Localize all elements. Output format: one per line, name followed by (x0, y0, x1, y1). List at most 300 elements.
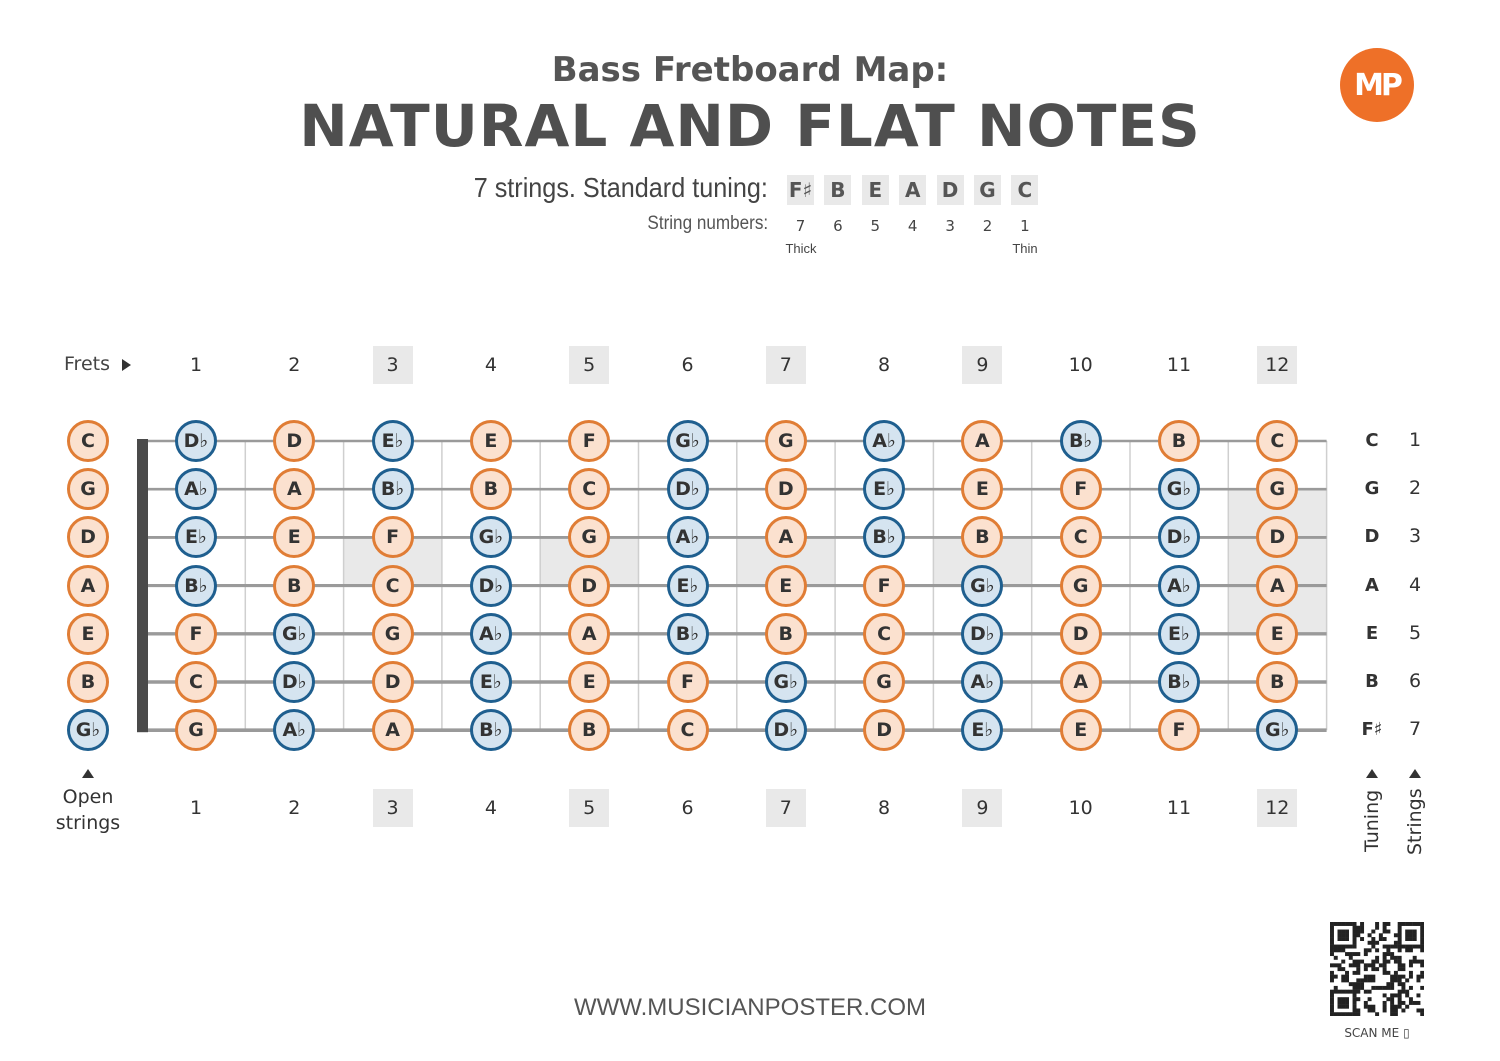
tuning-note-1: F♯ (787, 175, 814, 205)
note-string-1-fret-10: B♭ (1060, 420, 1102, 462)
qr-module-93 (1413, 945, 1417, 949)
qr-module-130 (1375, 960, 1379, 964)
qr-module-55 (1330, 937, 1334, 941)
open-strings-label-line2: strings (55, 812, 121, 834)
qr-module-53 (1413, 933, 1417, 937)
note-string-2-fret-9: E (961, 468, 1003, 510)
note-string-1-fret-3: E♭ (372, 420, 414, 462)
note-string-7-fret-7: D♭ (765, 709, 807, 751)
qr-module-117 (1334, 956, 1338, 960)
note-string-2-fret-1: A♭ (175, 468, 217, 510)
note-string-4-fret-12: A (1256, 565, 1298, 607)
qr-module-75 (1398, 941, 1402, 945)
qr-module-239 (1405, 993, 1409, 997)
qr-module-296 (1356, 1012, 1360, 1016)
qr-module-11 (1398, 922, 1402, 926)
qr-module-267 (1341, 1005, 1345, 1009)
qr-module-262 (1409, 1001, 1413, 1005)
qr-module-52 (1409, 933, 1413, 937)
note-string-5-fret-9: D♭ (961, 613, 1003, 655)
qr-module-234 (1353, 993, 1357, 997)
tuning-label-string-6: B (1365, 671, 1379, 692)
qr-module-214 (1383, 986, 1387, 990)
note-string-6-fret-2: D♭ (273, 661, 315, 703)
qr-module-287 (1416, 1008, 1420, 1012)
string-number-1: 7 (795, 217, 806, 235)
qr-module-225 (1349, 990, 1353, 994)
tuning-note-7: C (1011, 175, 1038, 205)
footer-url[interactable]: WWW.MUSICIANPOSTER.COM (574, 994, 926, 1021)
qr-module-208 (1353, 986, 1357, 990)
qr-module-2 (1338, 922, 1342, 926)
qr-module-273 (1383, 1005, 1387, 1009)
qr-module-31 (1356, 930, 1360, 934)
qr-module-165 (1353, 971, 1357, 975)
fret-number-6: 6 (681, 797, 694, 819)
qr-module-236 (1390, 993, 1394, 997)
qr-module-146 (1368, 963, 1372, 967)
qr-module-220 (1330, 990, 1334, 994)
note-string-4-fret-6: E♭ (667, 565, 709, 607)
qr-module-167 (1383, 971, 1387, 975)
open-strings-arrow-icon (82, 769, 94, 778)
tuning-arrow-icon (1366, 769, 1378, 778)
qr-module-168 (1386, 971, 1390, 975)
qr-module-59 (1353, 937, 1357, 941)
fret-number-9: 9 (962, 346, 1002, 384)
qr-module-235 (1383, 993, 1387, 997)
qr-module-198 (1416, 978, 1420, 982)
qr-module-203 (1386, 982, 1390, 986)
qr-module-300 (1420, 1012, 1424, 1016)
qr-module-169 (1394, 971, 1398, 975)
qr-module-37 (1405, 930, 1409, 934)
string-number-4: 4 (907, 217, 918, 235)
qr-module-155 (1341, 967, 1345, 971)
qr-module-137 (1416, 960, 1420, 964)
qr-module-22 (1375, 926, 1379, 930)
qr-module-44 (1345, 933, 1349, 937)
fret-number-5: 5 (569, 346, 609, 384)
qr-module-221 (1334, 990, 1338, 994)
qr-module-138 (1420, 960, 1424, 964)
qr-module-15 (1413, 922, 1417, 926)
note-string-7-fret-4: B♭ (470, 709, 512, 751)
qr-module-81 (1345, 945, 1349, 949)
qr-module-282 (1371, 1008, 1375, 1012)
string-number-7: 1 (1020, 217, 1030, 235)
qr-module-57 (1341, 937, 1345, 941)
qr-module-96 (1330, 948, 1334, 952)
qr-module-270 (1364, 1005, 1368, 1009)
string-numbers-label: String numbers: (647, 213, 768, 234)
note-string-3-fret-10: C (1060, 516, 1102, 558)
qr-module-204 (1390, 982, 1394, 986)
note-string-4-fret-10: G (1060, 565, 1102, 607)
qr-module-149 (1383, 963, 1387, 967)
qr-module-269 (1353, 1005, 1357, 1009)
qr-module-162 (1401, 967, 1405, 971)
note-string-6-fret-8: G (863, 661, 905, 703)
tuning-label-string-2: G (1364, 478, 1380, 500)
qr-module-292 (1341, 1012, 1345, 1016)
qr-module-147 (1371, 963, 1375, 967)
qr-module-206 (1401, 982, 1405, 986)
note-string-6-fret-3: D (372, 661, 414, 703)
qr-module-45 (1353, 933, 1357, 937)
qr-module-111 (1353, 952, 1357, 956)
note-string-7-fret-8: D (863, 709, 905, 751)
qr-module-240 (1416, 993, 1420, 997)
subtitle: Bass Fretboard Map: (551, 50, 949, 90)
qr-module-92 (1409, 945, 1413, 949)
qr-module-72 (1371, 941, 1375, 945)
open-note-string-2: G (67, 468, 109, 510)
qr-module-268 (1345, 1005, 1349, 1009)
qr-module-186 (1330, 978, 1334, 982)
qr-module-66 (1409, 937, 1413, 941)
note-string-2-fret-12: G (1256, 468, 1298, 510)
fret-number-12: 12 (1257, 789, 1297, 827)
qr-module-9 (1383, 922, 1387, 926)
note-string-5-fret-7: B (765, 613, 807, 655)
qr-module-196 (1398, 978, 1402, 982)
qr-module-71 (1368, 941, 1372, 945)
qr-module-148 (1379, 963, 1383, 967)
qr-module-193 (1371, 978, 1375, 982)
note-string-7-fret-1: G (175, 709, 217, 751)
qr-module-297 (1375, 1012, 1379, 1016)
phone-icon: ▯ (1403, 1026, 1410, 1040)
qr-module-261 (1401, 1001, 1405, 1005)
qr-module-51 (1405, 933, 1409, 937)
note-string-7-fret-11: F (1158, 709, 1200, 751)
fret-number-11: 11 (1166, 797, 1192, 819)
qr-module-223 (1341, 990, 1345, 994)
qr-module-8 (1375, 922, 1379, 926)
note-string-4-fret-9: G♭ (961, 565, 1003, 607)
open-note-string-1: C (67, 420, 109, 462)
qr-module-194 (1390, 978, 1394, 982)
qr-module-41 (1330, 933, 1334, 937)
note-string-3-fret-4: G♭ (470, 516, 512, 558)
strings-axis-label: Strings (1404, 788, 1426, 855)
qr-module-56 (1338, 937, 1342, 941)
qr-module-4 (1345, 922, 1349, 926)
qr-module-42 (1338, 933, 1342, 937)
fret-number-4: 4 (484, 354, 497, 376)
qr-module-7 (1360, 922, 1364, 926)
note-string-7-fret-3: A (372, 709, 414, 751)
tuning-label-string-7: F♯ (1361, 719, 1383, 741)
qr-module-299 (1394, 1012, 1398, 1016)
qr-module-38 (1409, 930, 1413, 934)
fret-number-7: 7 (766, 346, 806, 384)
qr-module-121 (1390, 956, 1394, 960)
qr-module-188 (1345, 978, 1349, 982)
qr-module-295 (1353, 1012, 1357, 1016)
note-string-2-fret-8: E♭ (863, 468, 905, 510)
qr-module-32 (1360, 930, 1364, 934)
qr-module-115 (1386, 952, 1390, 956)
note-string-6-fret-10: A (1060, 661, 1102, 703)
qr-module-5 (1349, 922, 1353, 926)
qr-module-69 (1330, 941, 1334, 945)
qr-module-127 (1356, 960, 1360, 964)
note-string-2-fret-5: C (568, 468, 610, 510)
note-string-5-fret-12: E (1256, 613, 1298, 655)
qr-module-213 (1379, 986, 1383, 990)
strings-arrow-icon (1409, 769, 1421, 778)
qr-module-80 (1341, 945, 1345, 949)
qr-module-285 (1394, 1008, 1398, 1012)
qr-module-91 (1405, 945, 1409, 949)
qr-module-156 (1356, 967, 1360, 971)
qr-module-144 (1356, 963, 1360, 967)
tuning-note-5: D (937, 175, 964, 205)
qr-module-50 (1398, 933, 1402, 937)
qr-module-254 (1341, 1001, 1345, 1005)
qr-module-24 (1398, 926, 1402, 930)
qr-module-49 (1394, 933, 1398, 937)
note-string-7-fret-6: C (667, 709, 709, 751)
qr-module-103 (1386, 948, 1390, 952)
qr-module-159 (1375, 967, 1379, 971)
note-string-1-fret-9: A (961, 420, 1003, 462)
string-number-label-4: 4 (1408, 573, 1422, 596)
qr-module-212 (1375, 986, 1379, 990)
open-note-string-3: D (67, 516, 109, 558)
tuning-note-2: B (824, 175, 851, 205)
qr-code-icon[interactable] (1330, 922, 1424, 1016)
qr-module-153 (1420, 963, 1424, 967)
fret-number-3: 3 (373, 346, 413, 384)
qr-module-77 (1330, 945, 1334, 949)
qr-module-143 (1353, 963, 1357, 967)
qr-module-216 (1390, 986, 1394, 990)
qr-module-97 (1334, 948, 1338, 952)
tuning-label-string-1: C (1365, 430, 1379, 451)
qr-module-85 (1383, 945, 1387, 949)
fret-number-11: 11 (1166, 354, 1192, 376)
thin-label: Thin (1012, 241, 1038, 256)
string-number-label-5: 5 (1408, 621, 1422, 644)
note-string-7-fret-5: B (568, 709, 610, 751)
fret-number-5: 5 (569, 789, 609, 827)
note-string-1-fret-8: A♭ (863, 420, 905, 462)
string-number-label-1: 1 (1408, 429, 1422, 451)
qr-module-136 (1413, 960, 1417, 964)
qr-module-16 (1416, 922, 1420, 926)
note-string-1-fret-11: B (1158, 420, 1200, 462)
qr-module-187 (1341, 978, 1345, 982)
fret-number-1: 1 (189, 797, 203, 819)
note-string-5-fret-8: C (863, 613, 905, 655)
qr-module-36 (1398, 930, 1402, 934)
note-string-6-fret-6: F (667, 661, 709, 703)
open-strings-label (48, 784, 128, 836)
qr-module-226 (1353, 990, 1357, 994)
qr-module-6 (1353, 922, 1357, 926)
note-string-7-fret-12: G♭ (1256, 709, 1298, 751)
qr-module-199 (1349, 982, 1353, 986)
page-title: NATURAL AND FLAT NOTES (299, 92, 1201, 160)
qr-module-210 (1360, 986, 1364, 990)
qr-module-228 (1364, 990, 1368, 994)
note-string-6-fret-11: B♭ (1158, 661, 1200, 703)
qr-module-182 (1401, 975, 1405, 979)
qr-module-258 (1383, 1001, 1387, 1005)
qr-module-101 (1368, 948, 1372, 952)
qr-module-25 (1420, 926, 1424, 930)
qr-module-30 (1353, 930, 1357, 934)
qr-module-242 (1338, 997, 1342, 1001)
qr-module-131 (1383, 960, 1387, 964)
qr-module-217 (1401, 986, 1405, 990)
qr-module-46 (1356, 933, 1360, 937)
qr-module-237 (1394, 993, 1398, 997)
note-string-2-fret-3: B♭ (372, 468, 414, 510)
qr-module-185 (1420, 975, 1424, 979)
qr-module-105 (1405, 948, 1409, 952)
note-string-3-fret-11: D♭ (1158, 516, 1200, 558)
note-string-3-fret-8: B♭ (863, 516, 905, 558)
tuning-axis-label: Tuning (1361, 789, 1383, 852)
qr-module-222 (1338, 990, 1342, 994)
qr-module-78 (1334, 945, 1338, 949)
thick-label: Thick (785, 241, 817, 256)
qr-module-1 (1334, 922, 1338, 926)
qr-module-289 (1330, 1012, 1334, 1016)
qr-module-201 (1356, 982, 1360, 986)
qr-module-3 (1341, 922, 1345, 926)
string-number-5: 3 (945, 217, 955, 235)
note-string-1-fret-1: D♭ (175, 420, 217, 462)
qr-module-253 (1338, 1001, 1342, 1005)
qr-module-259 (1390, 1001, 1394, 1005)
tuning-note-6: G (974, 175, 1001, 205)
qr-module-174 (1341, 975, 1345, 979)
fret-number-4: 4 (484, 797, 497, 819)
string-number-label-7: 7 (1408, 718, 1422, 741)
qr-module-286 (1401, 1008, 1405, 1012)
qr-module-106 (1409, 948, 1413, 952)
qr-module-129 (1371, 960, 1375, 964)
qr-module-12 (1401, 922, 1405, 926)
qr-module-113 (1364, 952, 1368, 956)
string-number-6: 2 (982, 217, 993, 235)
qr-module-249 (1390, 997, 1394, 1001)
qr-module-35 (1386, 930, 1390, 934)
qr-module-218 (1409, 986, 1413, 990)
tuning-label: 7 strings. Standard tuning: (473, 172, 768, 203)
qr-module-158 (1371, 967, 1375, 971)
qr-module-140 (1334, 963, 1338, 967)
qr-module-178 (1371, 975, 1375, 979)
qr-module-166 (1356, 971, 1360, 975)
qr-module-70 (1353, 941, 1357, 945)
note-string-3-fret-2: E (273, 516, 315, 558)
qr-module-190 (1360, 978, 1364, 982)
note-string-5-fret-6: B♭ (667, 613, 709, 655)
fret-number-12: 12 (1257, 346, 1297, 384)
qr-module-209 (1356, 986, 1360, 990)
qr-module-184 (1416, 975, 1420, 979)
qr-module-164 (1345, 971, 1349, 975)
note-string-6-fret-9: A♭ (961, 661, 1003, 703)
qr-module-277 (1405, 1005, 1409, 1009)
qr-module-245 (1353, 997, 1357, 1001)
qr-module-243 (1341, 997, 1345, 1001)
string-number-label-2: 2 (1408, 477, 1422, 500)
qr-module-154 (1338, 967, 1342, 971)
qr-module-139 (1330, 963, 1334, 967)
note-string-3-fret-3: F (372, 516, 414, 558)
qr-module-265 (1330, 1005, 1334, 1009)
string-number-3: 5 (870, 217, 881, 235)
qr-module-272 (1371, 1005, 1375, 1009)
note-string-3-fret-1: E♭ (175, 516, 217, 558)
qr-module-290 (1334, 1012, 1338, 1016)
qr-module-34 (1383, 930, 1387, 934)
qr-module-122 (1394, 956, 1398, 960)
qr-module-181 (1398, 975, 1402, 979)
qr-module-98 (1338, 948, 1342, 952)
note-string-1-fret-6: G♭ (667, 420, 709, 462)
note-string-1-fret-7: G (765, 420, 807, 462)
qr-module-180 (1394, 975, 1398, 979)
qr-module-54 (1420, 933, 1424, 937)
note-string-2-fret-11: G♭ (1158, 468, 1200, 510)
qr-module-241 (1330, 997, 1334, 1001)
note-string-4-fret-5: D (568, 565, 610, 607)
note-string-2-fret-7: D (765, 468, 807, 510)
qr-module-142 (1349, 963, 1353, 967)
qr-module-255 (1345, 1001, 1349, 1005)
qr-module-116 (1390, 952, 1394, 956)
qr-module-62 (1379, 937, 1383, 941)
qr-module-284 (1390, 1008, 1394, 1012)
note-string-1-fret-5: F (568, 420, 610, 462)
note-string-5-fret-2: G♭ (273, 613, 315, 655)
qr-module-257 (1364, 1001, 1368, 1005)
qr-module-280 (1356, 1008, 1360, 1012)
qr-module-260 (1398, 1001, 1402, 1005)
nut (137, 439, 148, 732)
qr-module-176 (1364, 975, 1368, 979)
qr-module-145 (1364, 963, 1368, 967)
qr-module-191 (1364, 978, 1368, 982)
qr-module-76 (1420, 941, 1424, 945)
qr-module-195 (1394, 978, 1398, 982)
qr-module-294 (1349, 1012, 1353, 1016)
qr-module-271 (1368, 1005, 1372, 1009)
open-note-string-4: A (67, 565, 109, 607)
qr-module-124 (1413, 956, 1417, 960)
qr-module-157 (1364, 967, 1368, 971)
qr-module-175 (1345, 975, 1349, 979)
qr-module-110 (1349, 952, 1353, 956)
qr-module-20 (1356, 926, 1360, 930)
qr-module-60 (1360, 937, 1364, 941)
qr-module-248 (1386, 997, 1390, 1001)
string-number-2: 6 (833, 217, 843, 235)
note-string-6-fret-7: G♭ (765, 661, 807, 703)
fret-number-2: 2 (288, 354, 301, 376)
qr-module-23 (1383, 926, 1387, 930)
qr-module-107 (1420, 948, 1424, 952)
qr-module-33 (1371, 930, 1375, 934)
